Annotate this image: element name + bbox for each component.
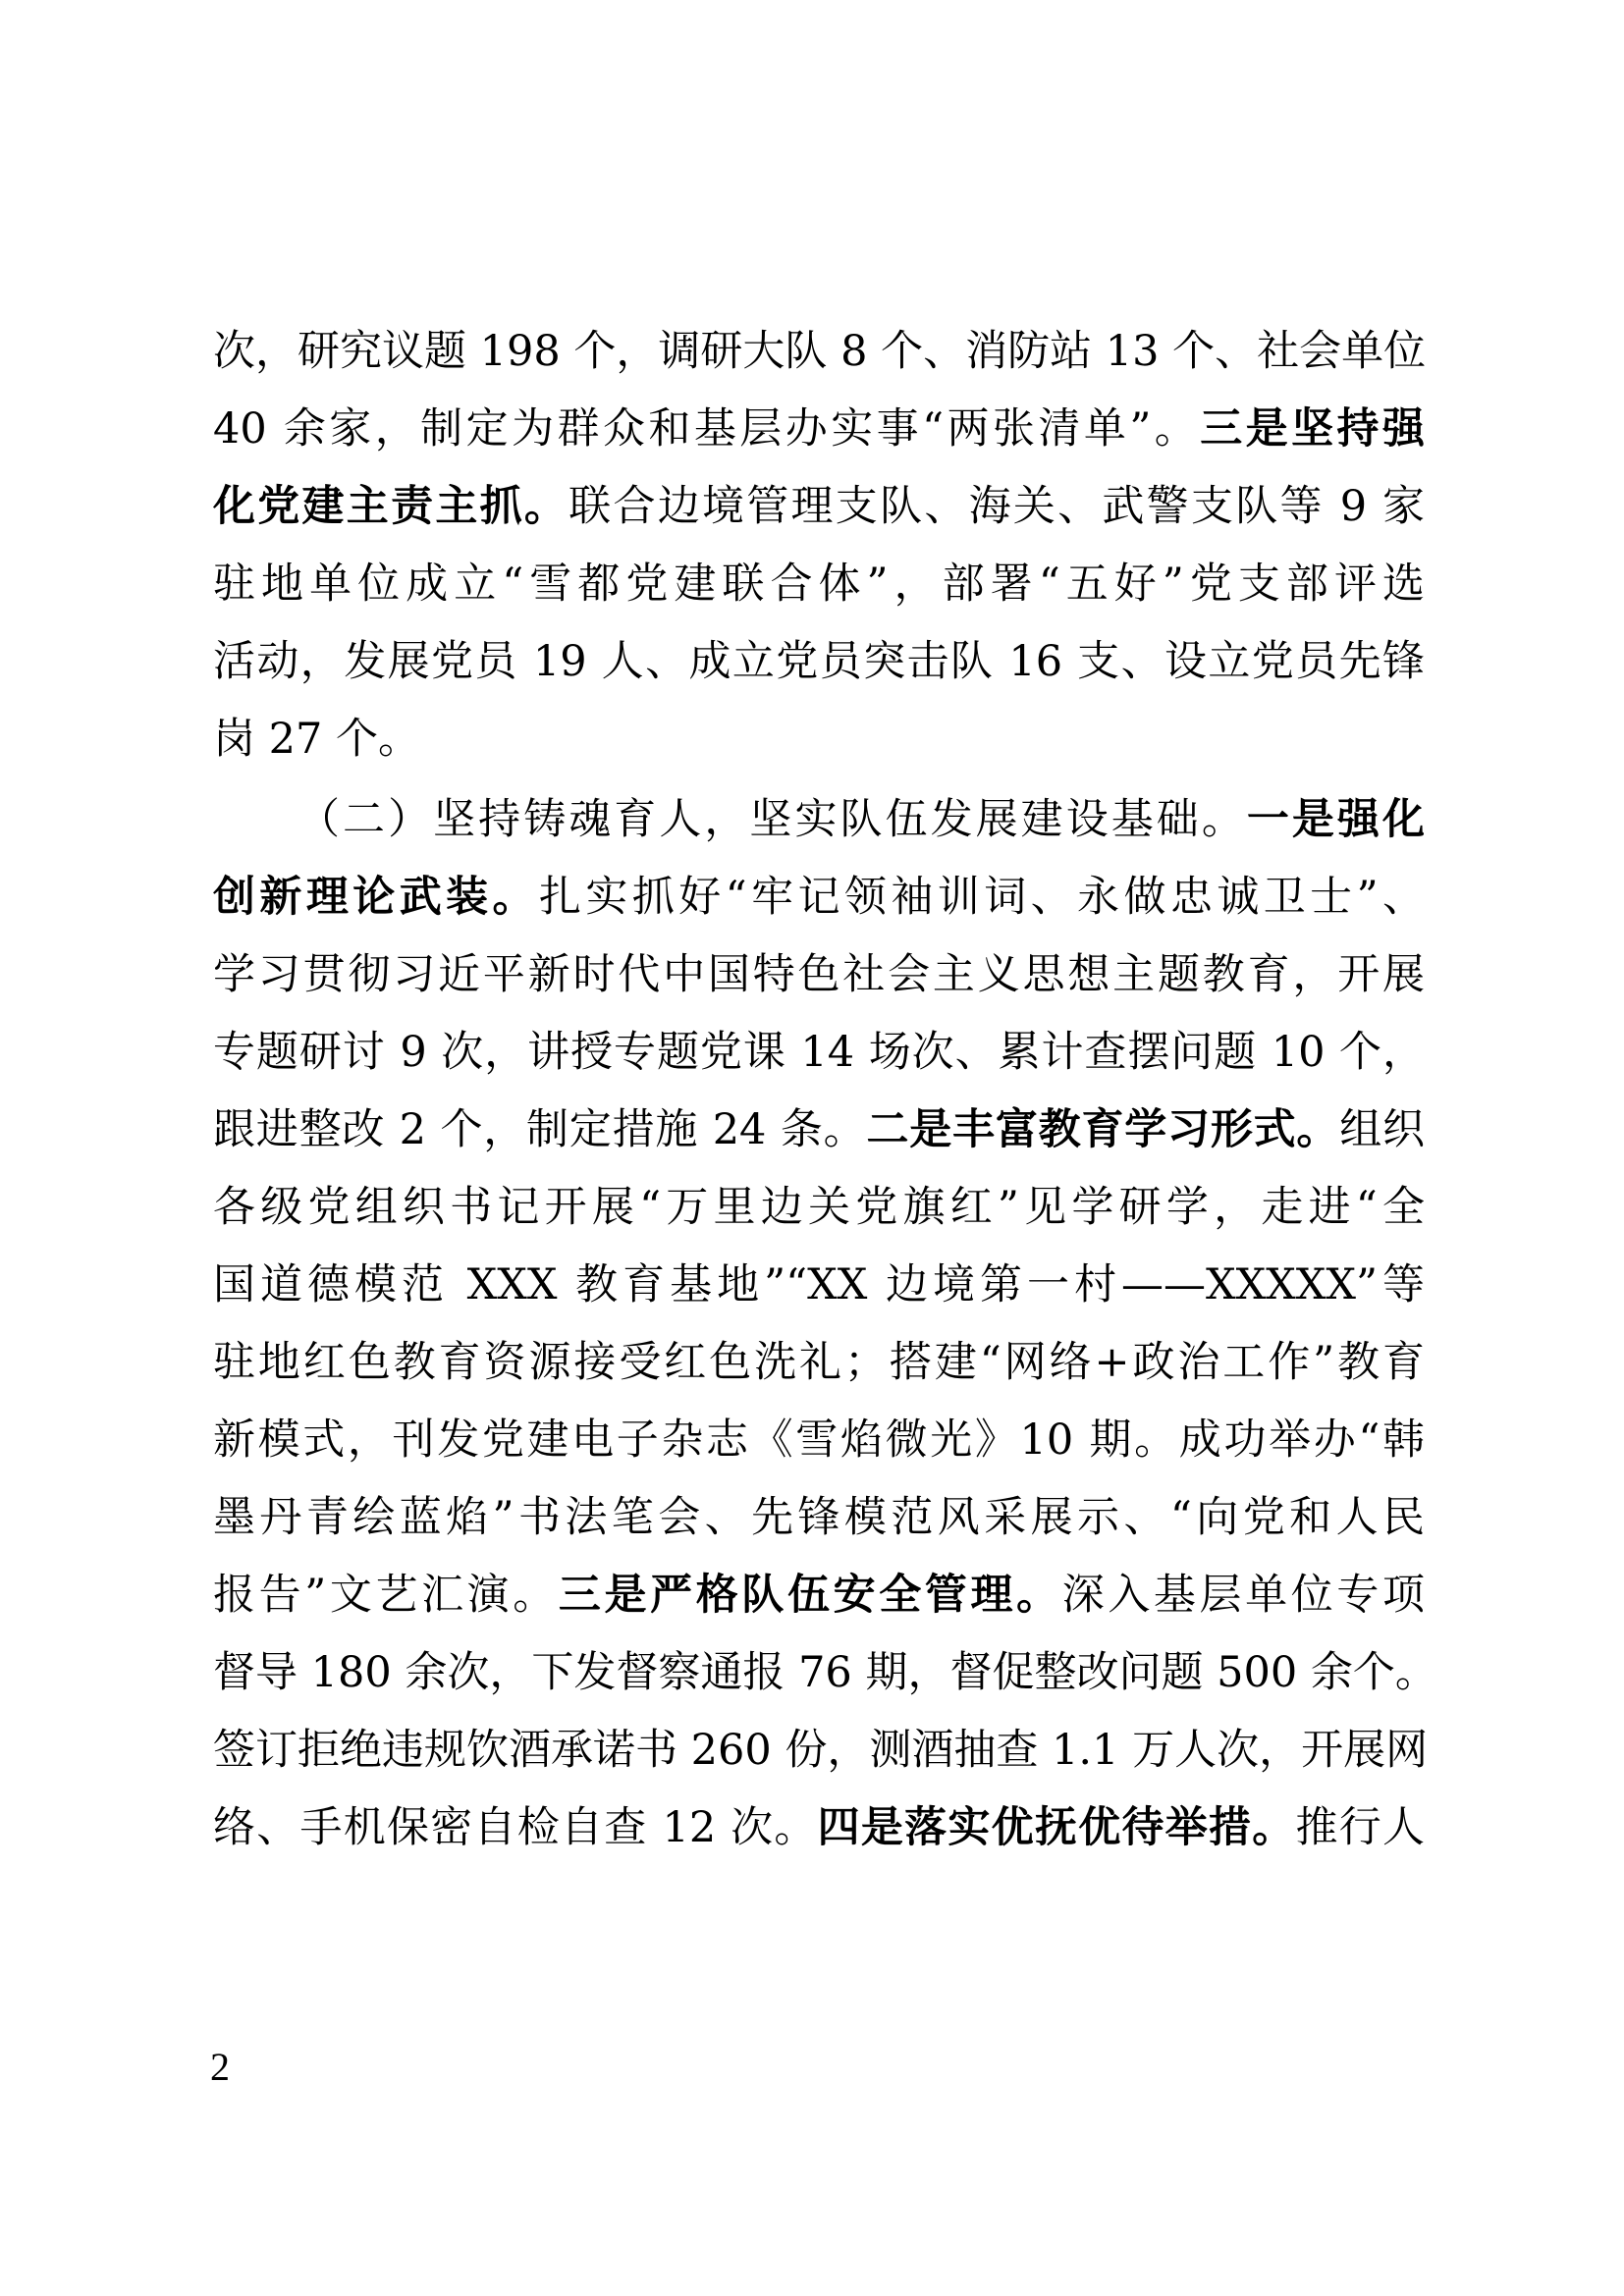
bold-heading-run: 四是落实优抚优待举措。 bbox=[817, 1803, 1296, 1852]
text-run: 岗 27 个。 bbox=[213, 715, 421, 764]
paragraph-line bbox=[213, 1023, 1425, 1082]
paragraph-line bbox=[213, 1798, 1425, 1857]
text-run: 驻地单位成立“雪都党建联合体”，部署“五好”党支部评选 bbox=[213, 560, 1425, 609]
text-run: 新模式，刊发党建电子杂志《雪焰微光》10 期。成功举办“韩 bbox=[213, 1415, 1425, 1465]
paragraph-line bbox=[213, 555, 1425, 614]
text-run: 国道德模范 XXX 教育基地”“XX 边境第一村——XXXXX”等 bbox=[213, 1260, 1425, 1309]
text-run: 次，研究议题 198 个，调研大队 8 个、消防站 13 个、社会单位 bbox=[213, 327, 1427, 376]
text-run: 学习贯彻习近平新时代中国特色社会主义思想主题教育，开展 bbox=[213, 950, 1425, 999]
text-run: 驻地红色教育资源接受红色洗礼；搭建“网络+政治工作”教育 bbox=[213, 1338, 1425, 1387]
paragraph-line bbox=[213, 1721, 1429, 1780]
text-run: 报告”文艺汇演。 bbox=[213, 1571, 559, 1620]
text-run: 签订拒绝违规饮酒承诺书 260 份，测酒抽查 1.1 万人次，开展网 bbox=[213, 1726, 1429, 1775]
paragraph-line bbox=[213, 1178, 1425, 1237]
text-run: 墨丹青绘蓝焰”书法笔会、先锋模范风采展示、“向党和人民 bbox=[213, 1493, 1425, 1542]
text-run: 专题研讨 9 次，讲授专题党课 14 场次、累计查摆问题 10 个， bbox=[213, 1028, 1425, 1077]
bold-heading-run: 三是坚持强 bbox=[1200, 404, 1425, 454]
paragraph-line bbox=[213, 322, 1425, 381]
text-run: 扎实抓好“牢记领袖训词、永做忠诚卫士”、 bbox=[538, 873, 1426, 922]
page-number: 2 bbox=[210, 2045, 230, 2089]
bold-heading-run: 化党建主责主抓。 bbox=[213, 482, 569, 531]
text-run: 督导 180 余次，下发督察通报 76 期，督促整改问题 500 余个。 bbox=[213, 1648, 1437, 1697]
paragraph-line bbox=[213, 400, 1425, 458]
text-run: 跟进整改 2 个，制定措施 24 条。 bbox=[213, 1105, 867, 1154]
bold-heading-run: 三是严格队伍安全管理。 bbox=[558, 1571, 1062, 1620]
paragraph-line bbox=[213, 1100, 1425, 1159]
text-run: 推行人 bbox=[1295, 1803, 1425, 1852]
text-run: 活动，发展党员 19 人、成立党员突击队 16 支、设立党员先锋 bbox=[213, 637, 1425, 686]
bold-heading-run: 一是强化 bbox=[1246, 795, 1426, 844]
paragraph-line bbox=[213, 1566, 1425, 1625]
section-heading-line bbox=[298, 790, 1425, 849]
text-run: 各级党组织书记开展“万里边关党旗红”见学研学，走进“全 bbox=[213, 1183, 1425, 1232]
bold-heading-run: 创新理论武装。 bbox=[213, 873, 539, 922]
text-run: 组织 bbox=[1339, 1105, 1426, 1154]
paragraph-line bbox=[213, 1411, 1425, 1469]
text-run: 联合边境管理支队、海关、武警支队等 9 家 bbox=[568, 482, 1426, 531]
text-run: 深入基层单位专项 bbox=[1061, 1571, 1426, 1620]
paragraph-line bbox=[213, 477, 1425, 536]
paragraph-line bbox=[213, 945, 1425, 1004]
text-run: 络、手机保密自检自查 12 次。 bbox=[213, 1803, 818, 1852]
paragraph-line bbox=[213, 1255, 1425, 1314]
paragraph-line bbox=[213, 1333, 1425, 1392]
paragraph-line bbox=[213, 710, 1425, 769]
text-run: 40 余家，制定为群众和基层办实事“两张清单”。 bbox=[213, 404, 1201, 454]
paragraph-line bbox=[213, 1643, 1437, 1702]
paragraph-line bbox=[213, 632, 1425, 691]
section-heading: （二）坚持铸魂育人，坚实队伍发展建设基础。 bbox=[298, 795, 1247, 844]
bold-heading-run: 二是丰富教育学习形式。 bbox=[866, 1105, 1340, 1154]
paragraph-line bbox=[213, 868, 1425, 927]
paragraph-line bbox=[213, 1488, 1425, 1547]
